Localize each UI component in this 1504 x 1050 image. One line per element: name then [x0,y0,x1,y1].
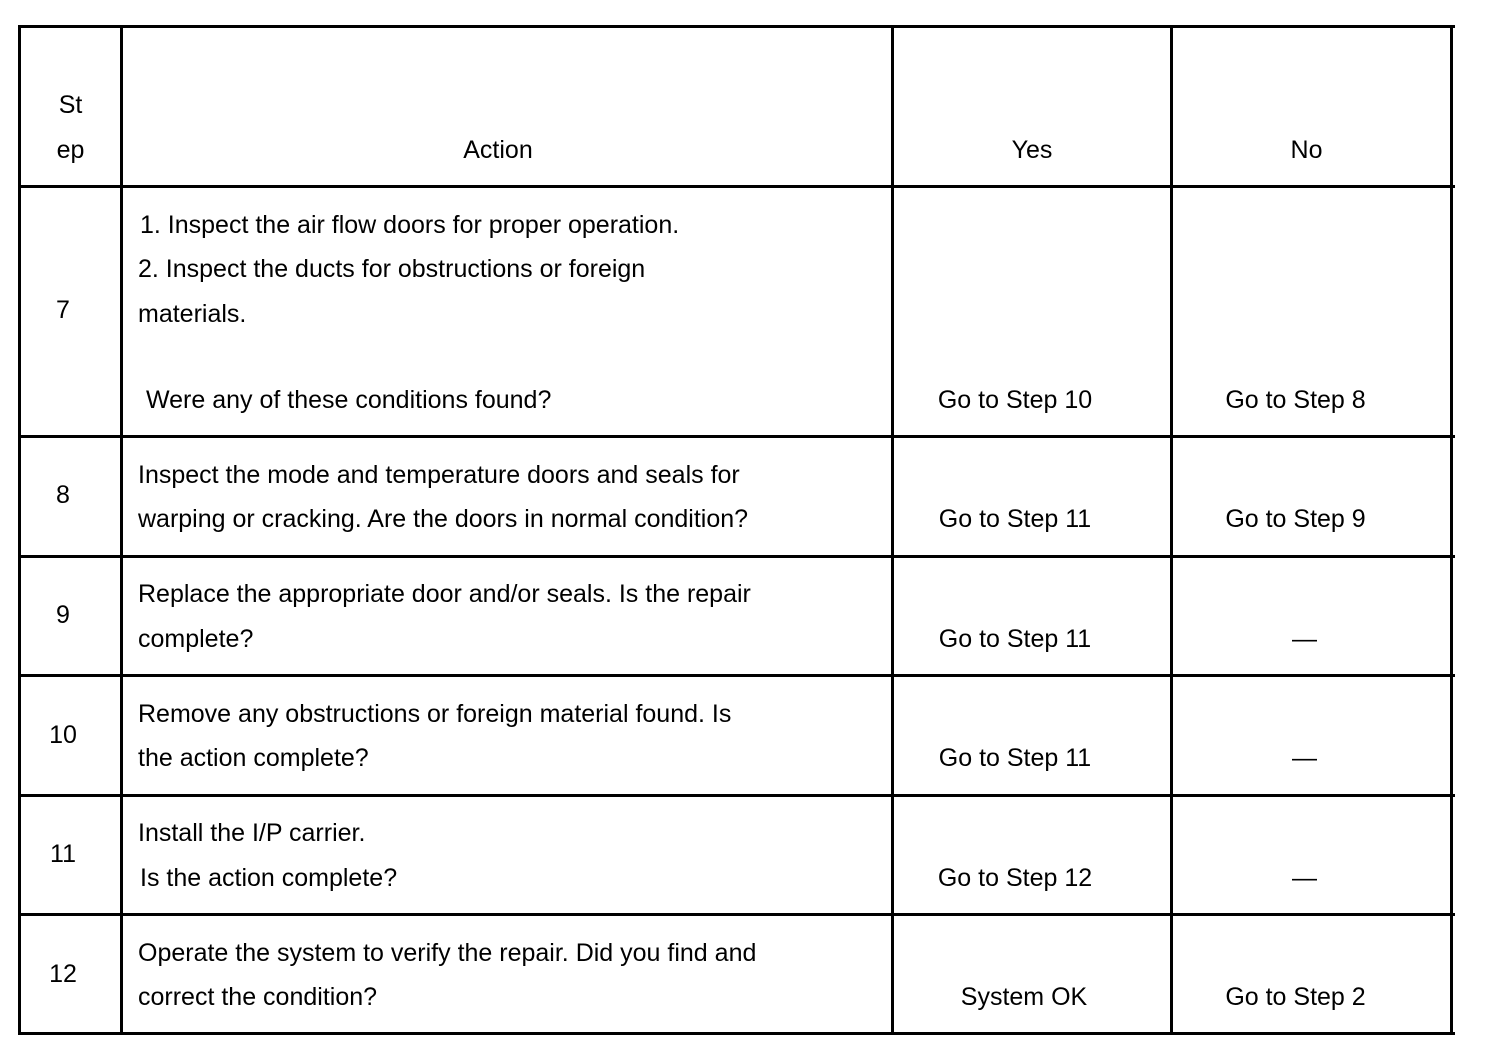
no-result: — [1292,625,1317,653]
action-line: warping or cracking. Are the doors in normal condition? [138,505,749,533]
action-line: 1. Inspect the air flow doors for proper operation. [140,211,680,239]
action-line: Replace the appropriate door and/or seals. Is the repair [138,580,751,608]
no-result: Go to Step 9 [1225,505,1366,533]
no-result: Go to Step 8 [1225,386,1366,414]
action-line: 2. Inspect the ducts for obstructions or foreign [138,255,646,283]
action-line: complete? [138,625,254,653]
yes-result: Go to Step 12 [937,864,1093,892]
step-number: 9 [56,601,70,629]
grid-line [18,555,1455,558]
step-number: 11 [50,840,76,868]
step-number: 8 [56,481,70,509]
action-line: Inspect the mode and temperature doors and seals for [138,461,740,489]
grid-line [18,1032,1455,1035]
step-number: 7 [56,296,70,324]
action-line: Operate the system to verify the repair. Did you find and [138,939,757,967]
header-no: No [1290,136,1323,164]
grid-line [18,185,1455,188]
no-result: — [1292,744,1317,772]
no-result: — [1292,864,1317,892]
diagnostic-table [18,25,1452,1035]
grid-line [18,794,1455,797]
action-line: Is the action complete? [140,864,398,892]
yes-result: Go to Step 11 [938,744,1092,772]
yes-result: Go to Step 11 [938,625,1092,653]
grid-line [18,25,21,1035]
grid-line [18,435,1455,438]
grid-line [18,25,1455,28]
header-action: Action [463,136,533,164]
action-line: Install the I/P carrier. [138,819,366,847]
header-step-line-2: ep [56,136,85,164]
grid-line [18,913,1455,916]
grid-line [18,674,1455,677]
action-line: correct the condition? [138,983,378,1011]
step-number: 10 [49,721,77,749]
yes-result: Go to Step 11 [938,505,1092,533]
grid-line [1450,25,1453,1035]
header-step-line-1: St [58,91,83,119]
action-line: the action complete? [138,744,369,772]
action-line: materials. [138,300,247,328]
action-line: Remove any obstructions or foreign material found. Is [138,700,732,728]
yes-result: Go to Step 10 [937,386,1093,414]
step-number: 12 [49,960,77,988]
header-yes: Yes [1011,136,1053,164]
yes-result: System OK [960,983,1088,1011]
no-result: Go to Step 2 [1225,983,1366,1011]
action-question: Were any of these conditions found? [146,386,552,414]
grid-line [120,25,123,1035]
